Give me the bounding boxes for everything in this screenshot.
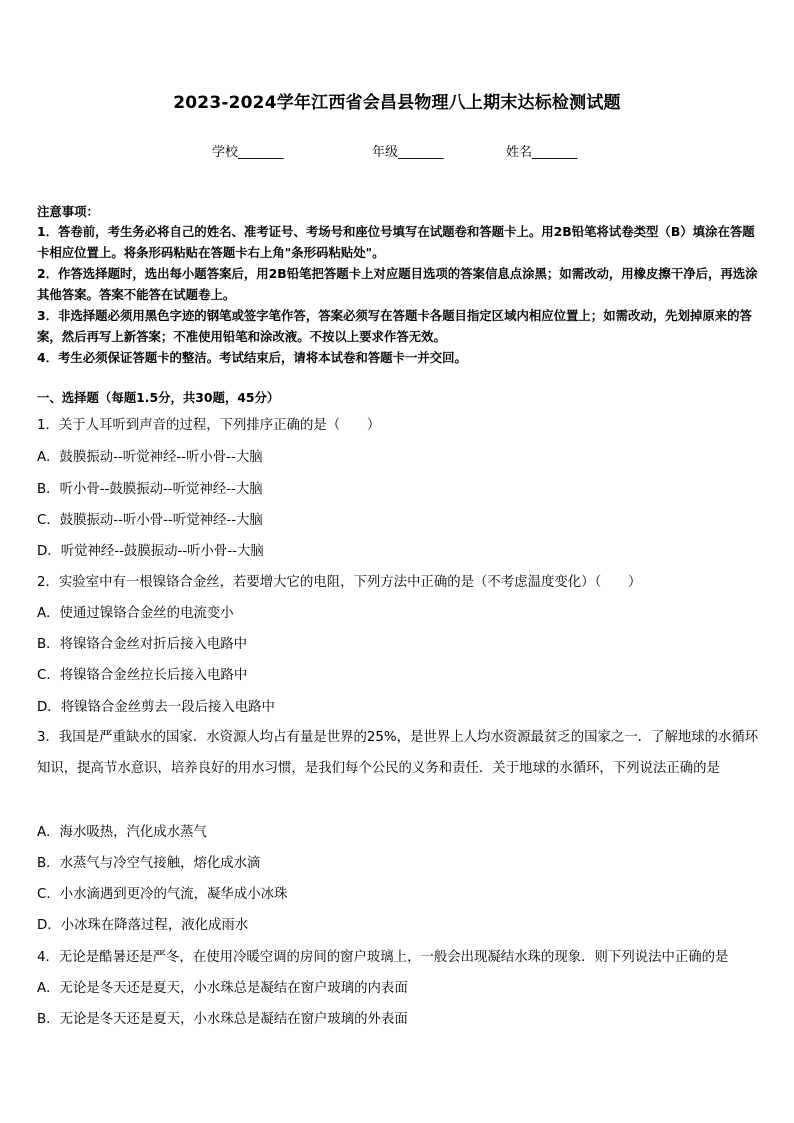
notice-item: 2．作答选择题时，选出每小题答案后，用2B铅笔把答题卡上对应题目选项的答案信息点涂黑；如需改动，用橡皮擦干净后，再选涂其他答案。答案不能答在试题卷上。 (37, 266, 758, 302)
answer-option: B．听小骨--鼓膜振动--听觉神经--大脑 (37, 482, 263, 497)
student-info-row (0, 141, 794, 161)
answer-option: C．将镍铬合金丝拉长后接入电路中 (37, 668, 248, 683)
notice-list (37, 221, 759, 368)
answer-option: A．鼓膜振动--听觉神经--听小骨--大脑 (37, 450, 263, 465)
answer-option: C．小水滴遇到更冷的气流，凝华成小冰珠 (37, 887, 288, 902)
question-stem-text: 3．我国是严重缺水的国家．水资源人均占有量是世界的25%，是世界上人均水资源最贫乏的国家之一．了解地球的水循环知识，提高节水意识，培养良好的用水习惯，是我们每个公民的义务和责任．关于地球的水循环，下列说法正确的是 (37, 730, 759, 776)
notice-item: 4．考生必须保证答题卡的整洁。考试结束后，请将本试卷和答题卡一并交回。 (37, 350, 467, 365)
answer-option: B．水蒸气与冷空气接触，熔化成水滴 (37, 856, 261, 871)
answer-option: B．无论是冬天还是夏天，小水珠总是凝结在窗户玻璃的外表面 (37, 1012, 408, 1027)
name-field: 姓名_______ (506, 145, 578, 160)
answer-option: B．将镍铬合金丝对折后接入电路中 (37, 637, 248, 652)
question-stem: 1．关于人耳听到声音的过程，下列排序正确的是（ ） (37, 418, 381, 433)
answer-option: A．海水吸热，汽化成水蒸气 (37, 825, 207, 840)
section-heading: 一、选择题（每题1.5分，共30题，45分） (37, 390, 280, 405)
answer-option: A．使通过镍铬合金丝的电流变小 (37, 606, 234, 621)
answer-option: D．小冰珠在降落过程，液化成雨水 (37, 918, 249, 933)
notice-item: 3．非选择题必须用黑色字迹的钢笔或签字笔作答，答案必须写在答题卡各题目指定区域内相应位置上；如需改动，先划掉原来的答案，然后再写上新答案；不准使用铅笔和涂改液。不按以上要求作答无效。 (37, 308, 752, 344)
page-title: 2023-2024学年江西省会昌县物理八上期末达标检测试题 (173, 93, 621, 113)
notice-heading: 注意事项： (37, 204, 99, 219)
question-stem: 2．实验室中有一根镍铬合金丝，若要增大它的电阻，下列方法中正确的是（不考虑温度变化）（ ） (37, 575, 642, 590)
answer-option: D．将镍铬合金丝剪去一段后接入电路中 (37, 700, 275, 715)
answer-option: D．听觉神经--鼓膜振动--听小骨--大脑 (37, 544, 264, 559)
school-field: 学校_______ (212, 145, 284, 160)
notice-item: 1．答卷前，考生务必将自己的姓名、准考证号、考场号和座位号填写在试题卷和答题卡上。用2B铅笔将试卷类型（B）填涂在答题卡相应位置上。将条形码粘贴在答题卡右上角"条形码粘贴处"。 (37, 224, 755, 260)
grade-field: 年级_______ (372, 145, 444, 160)
answer-option: C．鼓膜振动--听小骨--听觉神经--大脑 (37, 513, 263, 528)
question-stem: 4．无论是酷暑还是严冬，在使用冷暖空调的房间的窗户玻璃上，一般会出现凝结水珠的现象．则下列说法中正确的是 (37, 950, 729, 965)
answer-option: A．无论是冬天还是夏天，小水珠总是凝结在窗户玻璃的内表面 (37, 981, 408, 996)
question-stem (37, 722, 759, 784)
